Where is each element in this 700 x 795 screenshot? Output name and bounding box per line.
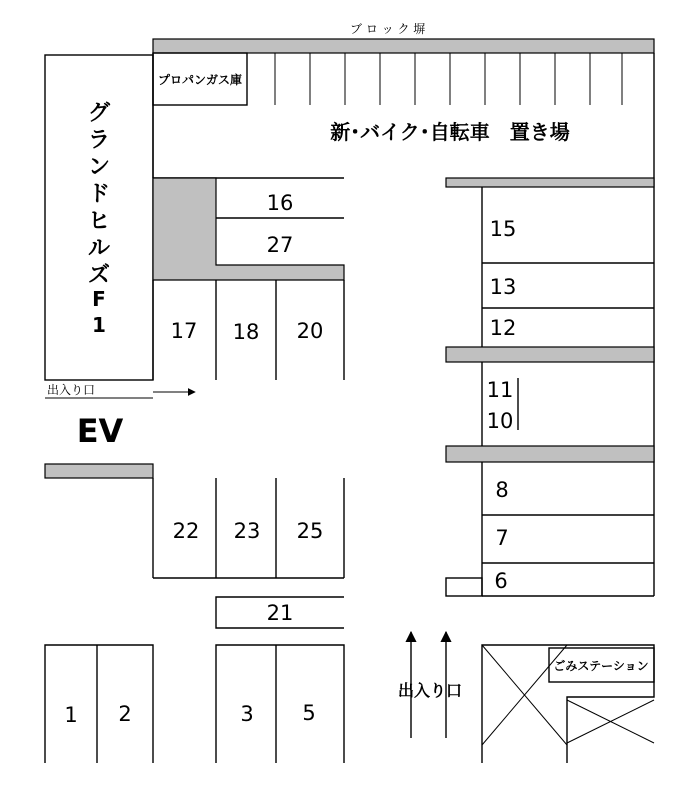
svg-text:グ: グ xyxy=(87,101,111,126)
space-7: 7 xyxy=(495,526,509,550)
gray-pillar xyxy=(153,178,344,280)
ev-wall xyxy=(45,464,153,478)
space-23: 23 xyxy=(233,519,261,543)
bike-area-label: 新･バイク･自転車 置き場 xyxy=(330,120,570,144)
svg-text:1: 1 xyxy=(92,313,106,337)
wall-right-3 xyxy=(446,446,654,462)
svg-text:F: F xyxy=(92,287,106,311)
garbage-station-label: ごみステーション xyxy=(553,659,649,673)
space-13: 13 xyxy=(489,275,517,299)
space-11: 11 xyxy=(486,378,514,402)
space-8: 8 xyxy=(495,478,509,502)
space-20: 20 xyxy=(296,319,324,343)
space-1-2-box xyxy=(45,645,153,763)
propane-label: プロパンガス庫 xyxy=(157,73,243,87)
svg-text:ズ: ズ xyxy=(87,263,111,288)
space-18: 18 xyxy=(232,320,260,344)
space-6: 6 xyxy=(494,569,508,593)
svg-text:ラ: ラ xyxy=(87,128,111,153)
space-12: 12 xyxy=(489,316,517,340)
entrance-left-label: 出入り口 xyxy=(47,383,96,397)
block-wall-label: ブ ロ ッ ク 塀 xyxy=(350,22,426,36)
space-25: 25 xyxy=(296,519,324,543)
building-label xyxy=(88,101,111,337)
space-3-5-box xyxy=(216,645,344,763)
entrance-bottom-label: 出入り口 xyxy=(397,681,463,700)
svg-text:ヒ: ヒ xyxy=(87,209,111,234)
space-17: 17 xyxy=(170,319,198,343)
space-2: 2 xyxy=(118,702,132,726)
bike-slot-lines xyxy=(275,53,622,105)
space-21: 21 xyxy=(266,601,294,625)
block-wall xyxy=(153,39,654,53)
space-5: 5 xyxy=(302,701,316,725)
svg-text:ド: ド xyxy=(87,182,111,207)
space-22: 22 xyxy=(172,519,200,543)
svg-text:ン: ン xyxy=(87,155,111,180)
wall-right-1 xyxy=(446,178,654,187)
space-16: 16 xyxy=(266,191,294,215)
space-10: 10 xyxy=(486,409,514,433)
space-1: 1 xyxy=(64,703,78,727)
small-box-6 xyxy=(446,578,482,596)
svg-text:ル: ル xyxy=(87,236,111,261)
space-15: 15 xyxy=(489,217,517,241)
ev-label: EV xyxy=(76,412,124,450)
wall-right-2 xyxy=(446,347,654,362)
space-3: 3 xyxy=(240,702,254,726)
space-27: 27 xyxy=(266,233,294,257)
